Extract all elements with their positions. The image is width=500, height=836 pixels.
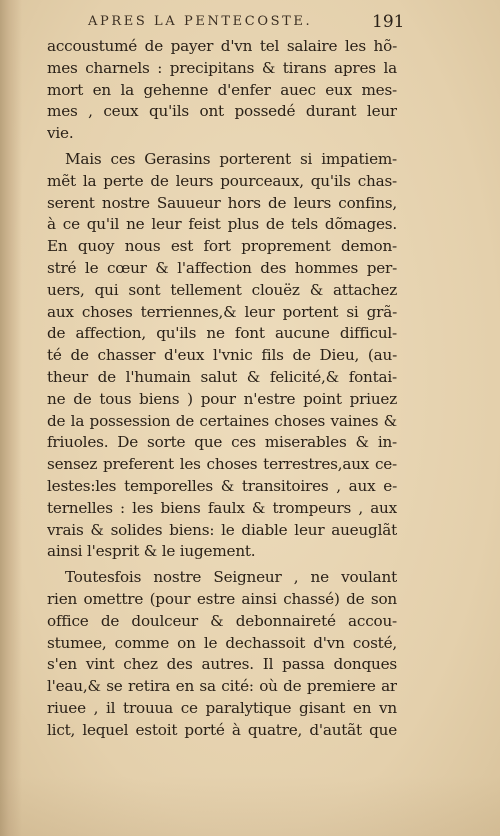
text-line: serent nostre Sauueur hors de leurs confins, (47, 193, 397, 212)
text-line: stré le cœur & l'affection des hommes per- (47, 258, 397, 277)
text-line: Toutesfois nostre Seigneur , ne voulant (65, 568, 397, 587)
text-line: de affection, qu'ils ne font aucune difficul- (47, 324, 397, 343)
text-line: friuoles. De sorte que ces miserables & in- (47, 433, 397, 452)
text-line: lestes:les temporelles & transitoires , aux e- (47, 476, 397, 495)
page-number: 191 (372, 12, 405, 32)
text-line: s'en vint chez des autres. Il passa donques (47, 655, 397, 674)
text-line: aux choses terriennes,& leur portent si grã- (47, 302, 397, 321)
text-line: ternelles : les biens faulx & trompeurs , aux (47, 498, 397, 517)
text-line: theur de l'humain salut & felicité,& fontai- (47, 367, 397, 386)
text-line: vie. (47, 124, 74, 143)
text-line: sensez preferent les choses terrestres,aux ce- (47, 455, 397, 474)
body-text (47, 36, 397, 742)
text-line: lict, lequel estoit porté à quatre, d'autãt que (47, 720, 397, 739)
text-line: En quoy nous est fort proprement demon- (47, 237, 397, 256)
text-line: à ce qu'il ne leur feist plus de tels dõmages. (47, 215, 397, 234)
paragraph-1 (47, 36, 397, 145)
text-line: mes , ceux qu'ils ont possedé durant leur (47, 102, 397, 121)
text-line: mort en la gehenne d'enfer auec eux mes- (47, 80, 397, 99)
running-head: APRES LA PENTECOSTE. (88, 14, 313, 29)
paragraph-2 (47, 149, 397, 563)
paragraph-3 (47, 567, 397, 741)
text-line: mẽt la perte de leurs pourceaux, qu'ils chas- (47, 171, 397, 190)
text-line: de la possession de certaines choses vaines & (47, 411, 397, 430)
text-line: l'eau,& se retira en sa cité: où de premiere ar (47, 677, 397, 696)
text-line: ainsi l'esprit & le iugement. (47, 542, 256, 561)
text-line: office de doulceur & debonnaireté accou- (47, 611, 397, 630)
page-gutter-shadow (0, 0, 22, 836)
page-bottom-margin (0, 776, 500, 836)
text-line: accoustumé de payer d'vn tel salaire les hõ- (47, 37, 397, 55)
text-line: stumee, comme on le dechassoit d'vn costé, (47, 633, 397, 652)
text-line: vrais & solides biens: le diable leur aueuglãt (47, 520, 397, 539)
text-line: uers, qui sont tellement clouëz & attachez (47, 280, 397, 299)
text-line: rien omettre (pour estre ainsi chassé) de son (47, 589, 397, 608)
text-line: té de chasser d'eux l'vnic fils de Dieu, (au- (47, 346, 397, 365)
text-line: ne de tous biens ) pour n'estre point priuez (47, 389, 397, 408)
text-line: mes charnels : precipitans & tirans apres la (47, 58, 397, 77)
text-line: riuee , il trouua ce paralytique gisant en vn (47, 698, 397, 717)
text-line: Mais ces Gerasins porterent si impatiem- (65, 149, 397, 168)
